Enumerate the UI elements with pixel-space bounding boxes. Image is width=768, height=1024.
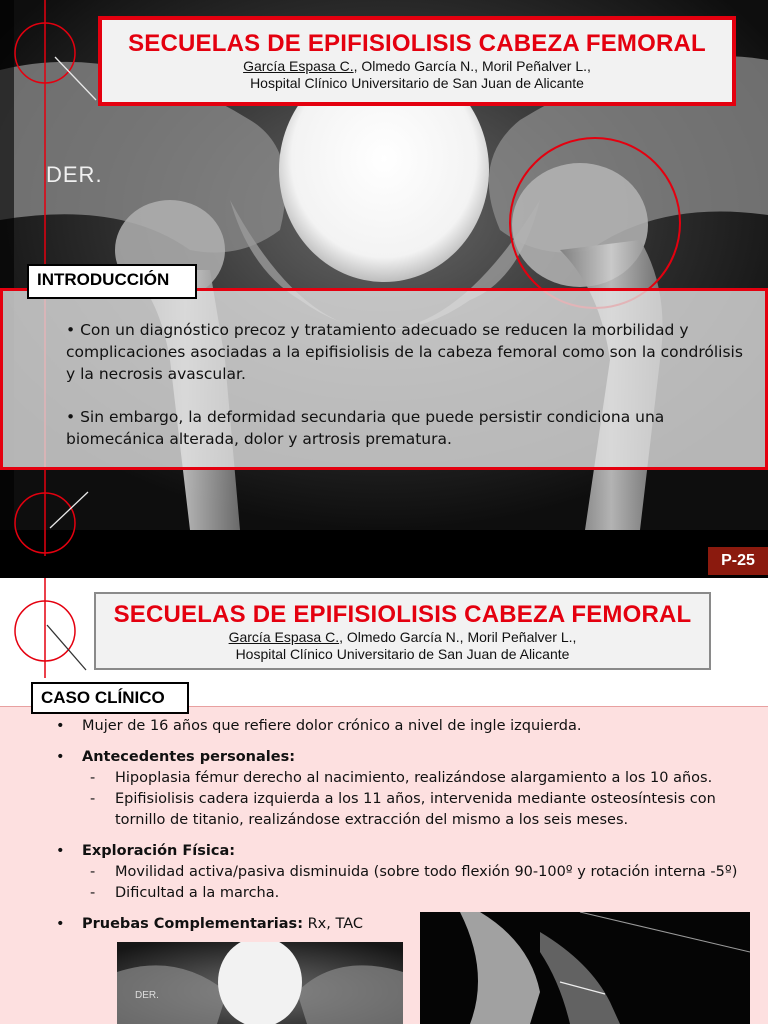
xray-thumbnail xyxy=(117,942,403,1024)
sub-item: - Movilidad activa/pasiva disminuida (sobre todo flexión 90-100º y rotación interna -5º) xyxy=(0,862,768,883)
sub-item: - Epifisiolisis cadera izquierda a los 11 años, intervenida mediante osteosíntesis con tornillo de titanio, realizándose extracción del mismo a los seis meses. xyxy=(0,789,768,831)
other-authors: , Olmedo García N., Moril Peñalver L., xyxy=(339,629,577,645)
list-item xyxy=(0,716,768,737)
xray-side-label: DER. xyxy=(135,990,159,1001)
hospital-name: Hospital Clínico Universitario de San Juan de Alicante xyxy=(250,75,584,91)
item-label: Exploración Física: xyxy=(82,843,236,859)
section-title-introduction: INTRODUCCIÓN xyxy=(27,264,197,299)
section-title-clinical-case: CASO CLÍNICO xyxy=(31,682,189,714)
item-label: Pruebas Complementarias: xyxy=(82,916,303,932)
title-box xyxy=(98,16,736,106)
presentation-title: SECUELAS DE EPIFISIOLISIS CABEZA FEMORAL xyxy=(128,30,706,57)
authors-line xyxy=(96,629,709,646)
item-text: Rx, TAC xyxy=(303,916,364,932)
slide-footer-bar xyxy=(0,530,768,578)
clinical-case-content xyxy=(0,716,768,945)
first-author: García Espasa C. xyxy=(243,58,354,74)
item-label: Antecedentes personales: xyxy=(82,749,296,765)
hospital-name: Hospital Clínico Universitario de San Juan de Alicante xyxy=(235,646,570,662)
introduction-text-box xyxy=(0,288,768,470)
first-author: García Espasa C. xyxy=(228,629,340,645)
sub-item: - Hipoplasia fémur derecho al nacimiento, realizándose alargamiento a los 10 años. xyxy=(0,768,768,789)
pelvis-xray-small xyxy=(117,942,403,1024)
ct-hip-image xyxy=(420,912,750,1024)
sub-item: - Dificultad a la marcha. xyxy=(0,883,768,904)
list-item xyxy=(0,747,768,768)
ct-scan-image xyxy=(420,912,750,1024)
right-side-label: DER. xyxy=(46,162,103,187)
list-item xyxy=(0,841,768,862)
other-authors: , Olmedo García N., Moril Peñalver L., xyxy=(353,58,591,74)
intro-paragraph: • Sin embargo, la deformidad secundaria que puede persistir condiciona una biomecánica alterada, dolor y artrosis prematura. xyxy=(66,408,665,448)
presentation-title: SECUELAS DE EPIFISIOLISIS CABEZA FEMORAL xyxy=(113,601,692,628)
authors-line xyxy=(102,58,732,75)
intro-paragraph: • Con un diagnóstico precoz y tratamiento adecuado se reducen la morbilidad y complicaciones asociadas a la epifisiolisis de la cabeza femoral como son la condrólisis y la necrosis avascular. xyxy=(66,321,743,383)
title-box-2 xyxy=(94,592,711,670)
item-text: Mujer de 16 años que refiere dolor crónico a nivel de ingle izquierda. xyxy=(82,718,582,734)
slide-number-badge: P-25 xyxy=(708,547,768,575)
